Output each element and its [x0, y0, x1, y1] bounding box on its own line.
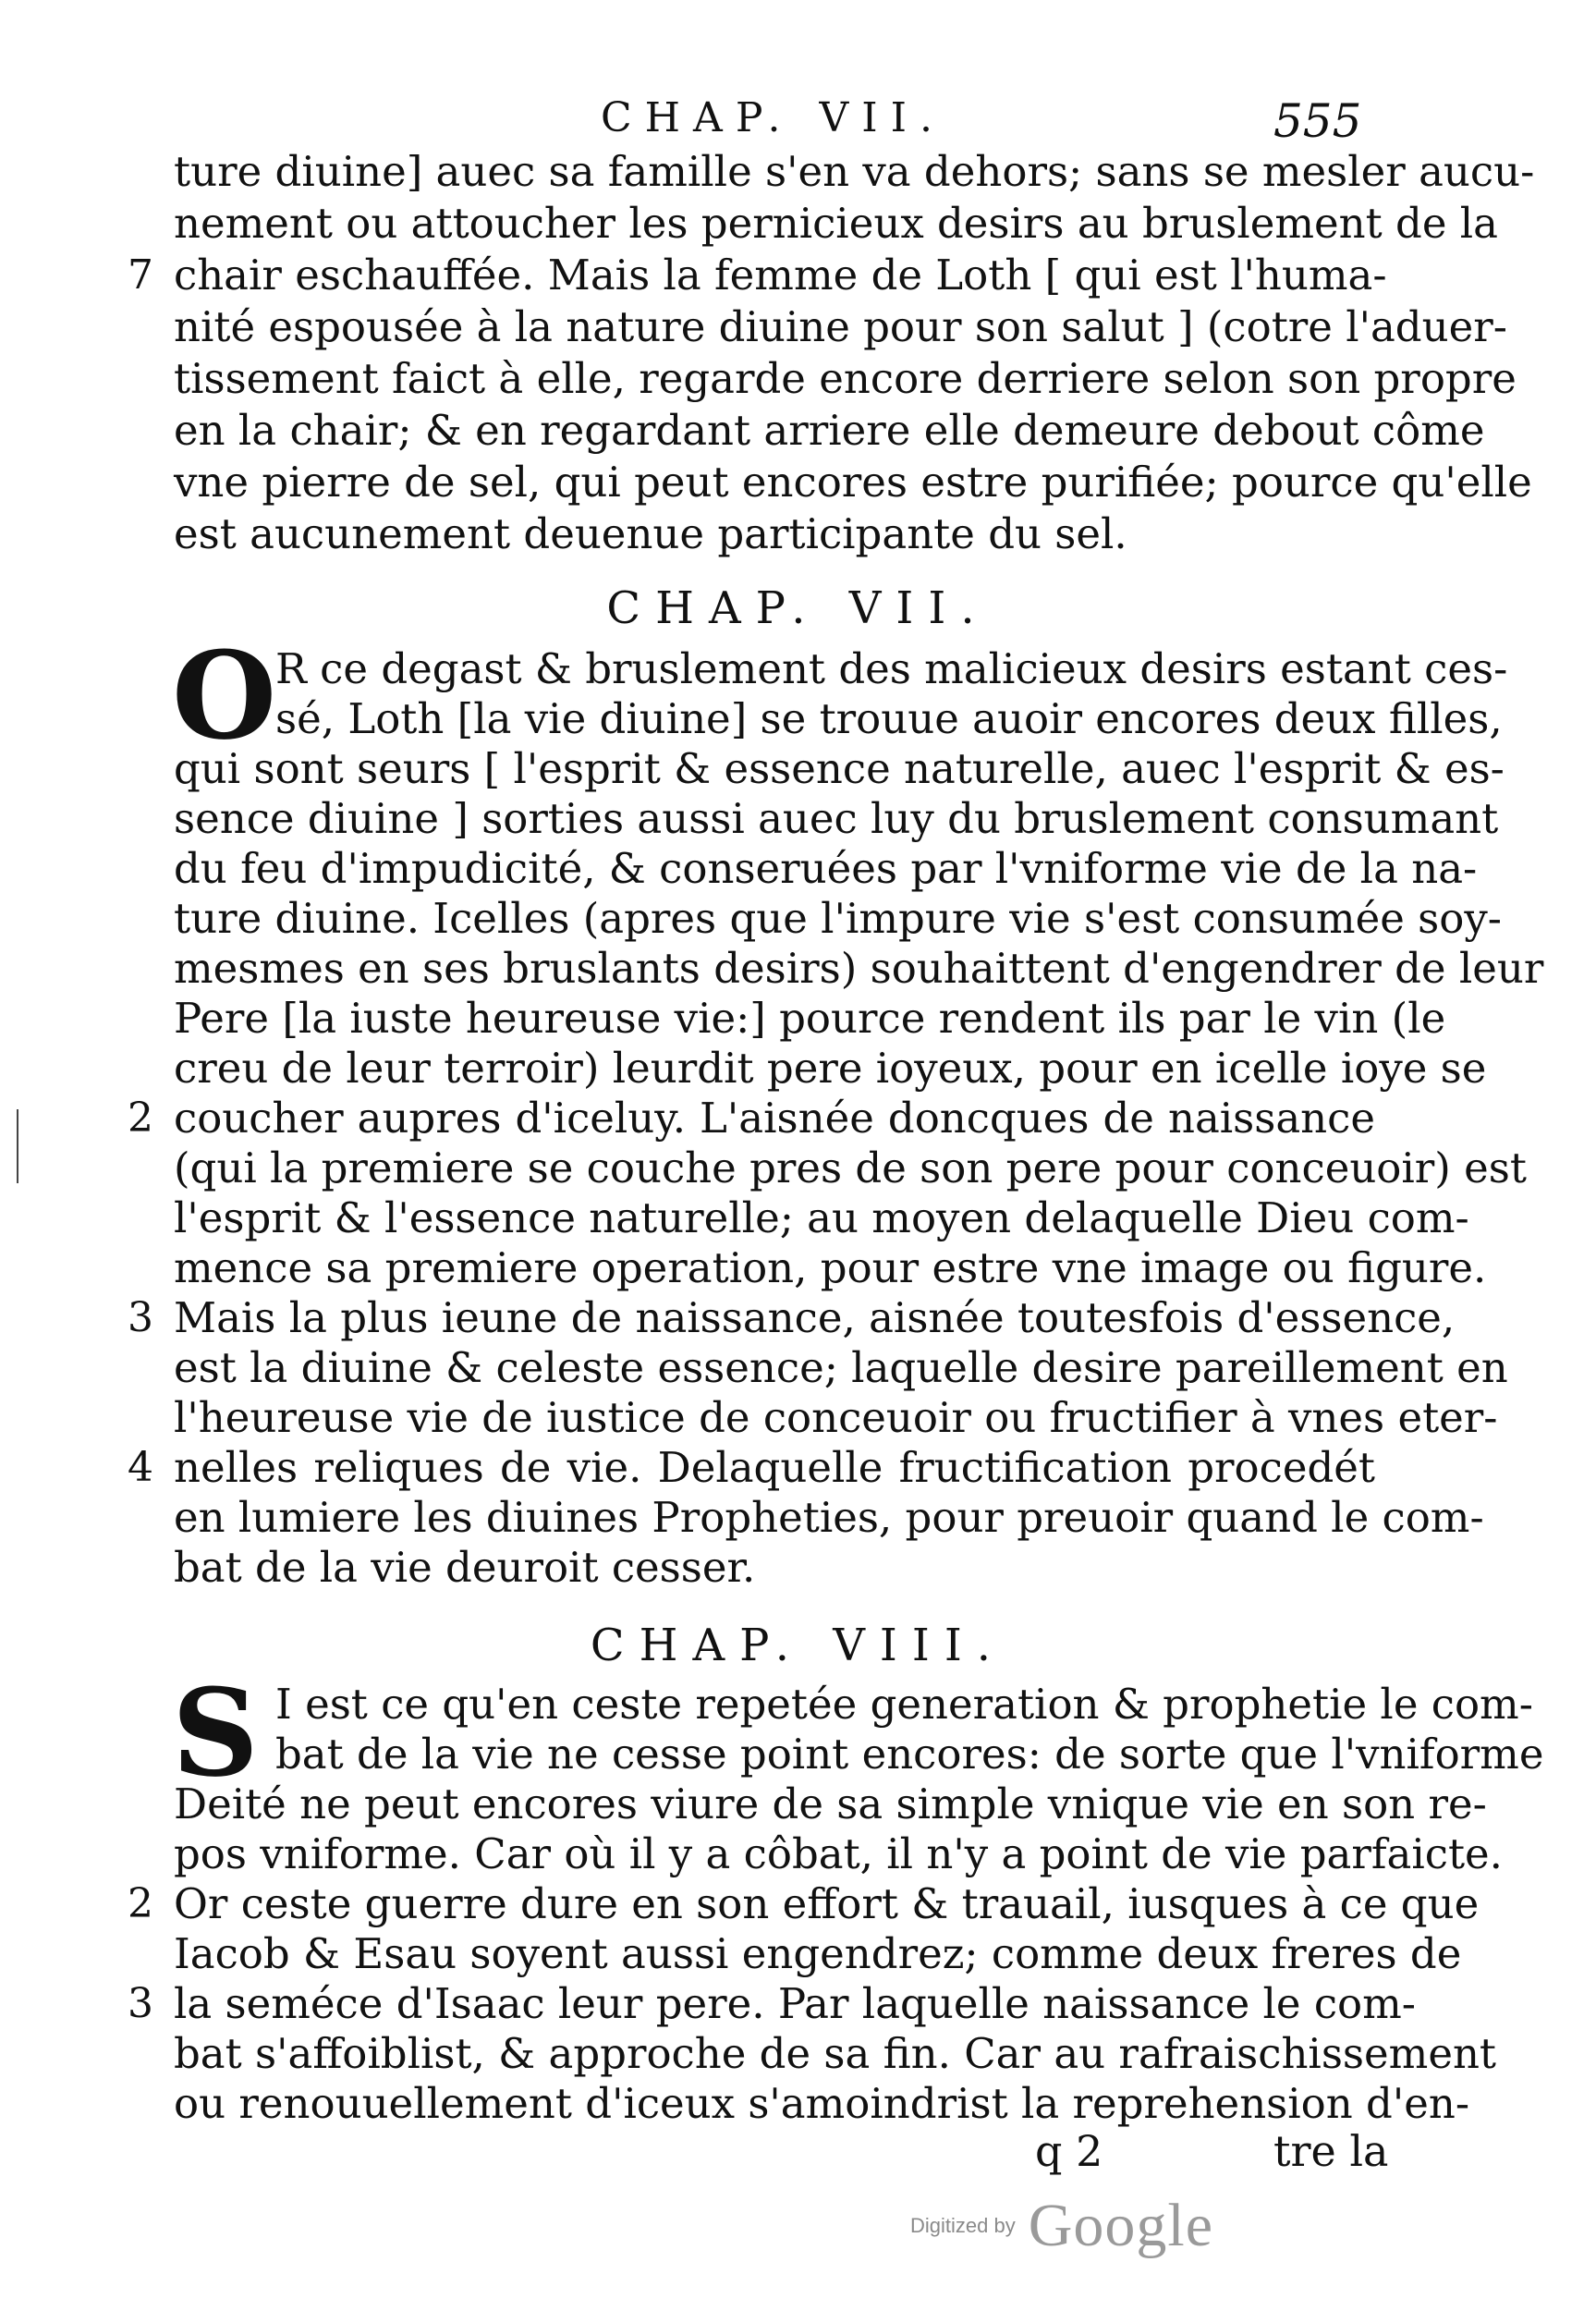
text-line: pos vniforme. Car où il y a côbat, il n'y a point de vie parfaicte. [174, 1829, 1503, 1878]
text-line: Iacob & Esau soyent aussi engendrez; comme deux freres de [174, 1929, 1462, 1978]
page-header [0, 94, 1596, 150]
text-line: Mais la plus ieune de naissance, aisnée toutesfois d'essence, [174, 1293, 1456, 1342]
verse-number: 3 [128, 1294, 153, 1341]
text-line: Deité ne peut encores viure de sa simple vnique vie en son re- [174, 1779, 1487, 1828]
text-line: est aucunement deuenue participante du sel. [174, 509, 1127, 558]
signature-mark: q 2 [1035, 2126, 1103, 2176]
text-line: en la chair; & en regardant arriere elle demeure debout côme [174, 406, 1485, 455]
text-line: ture diuine. Icelles (apres que l'impure vie s'est consumée soy- [174, 894, 1502, 943]
verse-number: 7 [128, 251, 153, 299]
text-line: coucher aupres d'iceluy. L'aisnée doncques de naissance [174, 1094, 1375, 1143]
text-line: l'esprit & l'essence naturelle; au moyen delaquelle Dieu com- [174, 1193, 1469, 1242]
text-line: nité espousée à la nature diuine pour son salut ] (cotre l'aduer- [174, 302, 1507, 351]
text-line: en lumiere les diuines Propheties, pour preuoir quand le com- [174, 1493, 1484, 1542]
running-head: CHAP. VII. [601, 94, 945, 141]
text-line: I est ce qu'en ceste repetée generation & prophetie le com- [275, 1680, 1533, 1729]
text-line: l'heureuse vie de iustice de conceuoir ou fructifier à vnes eter- [174, 1393, 1498, 1442]
digitized-by-text: Digitized by [910, 2214, 1016, 2237]
drop-cap: O [172, 625, 277, 766]
text-line: Pere [la iuste heureuse vie:] pource rendent ils par le vin (le [174, 994, 1446, 1043]
text-line: bat s'affoiblist, & approche de sa fin. Car au rafraischissement [174, 2029, 1497, 2078]
text-line: tissement faict à elle, regarde encore derriere selon son propre [174, 354, 1517, 403]
text-line: ture diuine] auec sa famille s'en va dehors; sans se mesler aucu- [174, 147, 1535, 196]
text-line: mesmes en ses bruslants desirs) souhaittent d'engendrer de leur [174, 944, 1544, 993]
page-number: 555 [1273, 94, 1362, 148]
margin-mark [17, 1109, 18, 1183]
text-line: Or ceste guerre dure en son effort & trauail, iusques à ce que [174, 1879, 1480, 1928]
text-line: creu de leur terroir) leurdit pere ioyeux, pour en icelle ioye se [174, 1044, 1487, 1093]
verse-number: 4 [128, 1444, 153, 1491]
text-line: R ce degast & bruslement des malicieux desirs estant ces- [275, 644, 1508, 693]
chapter-heading: CHAP. VIII. [590, 1620, 1006, 1671]
google-logo: Google [1028, 2192, 1214, 2259]
text-line: mence sa premiere operation, pour estre vne image ou figure. [174, 1243, 1487, 1292]
text-line: nelles reliques de vie. Delaquelle fructification procedét [174, 1443, 1375, 1492]
verse-number: 3 [128, 1980, 153, 2027]
drop-cap: S [172, 1662, 259, 1804]
verse-number: 2 [128, 1094, 153, 1142]
text-line: la seméce d'Isaac leur pere. Par laquelle naissance le com- [174, 1979, 1417, 2028]
text-line: qui sont seurs [ l'esprit & essence naturelle, auec l'esprit & es- [174, 744, 1505, 793]
text-line: vne pierre de sel, qui peut encores estre purifiée; pource qu'elle [174, 458, 1532, 507]
text-line: est la diuine & celeste essence; laquelle desire pareillement en [174, 1343, 1508, 1392]
text-line: du feu d'impudicité, & conseruées par l'vniforme vie de la na- [174, 844, 1478, 893]
text-line: bat de la vie ne cesse point encores: de sorte que l'vniforme [275, 1730, 1544, 1779]
catchword: tre la [1273, 2126, 1389, 2176]
text-line: nement ou attoucher les pernicieux desirs au bruslement de la [174, 199, 1498, 248]
chapter-heading: CHAP. VII. [606, 582, 990, 634]
text-line: sé, Loth [la vie diuine] se trouue auoir encores deux filles, [275, 694, 1503, 743]
text-line: sence diuine ] sorties aussi auec luy du bruslement consumant [174, 794, 1499, 843]
verse-number: 2 [128, 1880, 153, 1927]
text-line: chair eschauffée. Mais la femme de Loth [ qui est l'huma- [174, 251, 1387, 300]
text-line: (qui la premiere se couche pres de son pere pour conceuoir) est [174, 1143, 1527, 1192]
digitization-footer [910, 2191, 1213, 2261]
text-line: ou renouuellement d'iceux s'amoindrist la reprehension d'en- [174, 2079, 1470, 2128]
text-line: bat de la vie deuroit cesser. [174, 1543, 756, 1592]
